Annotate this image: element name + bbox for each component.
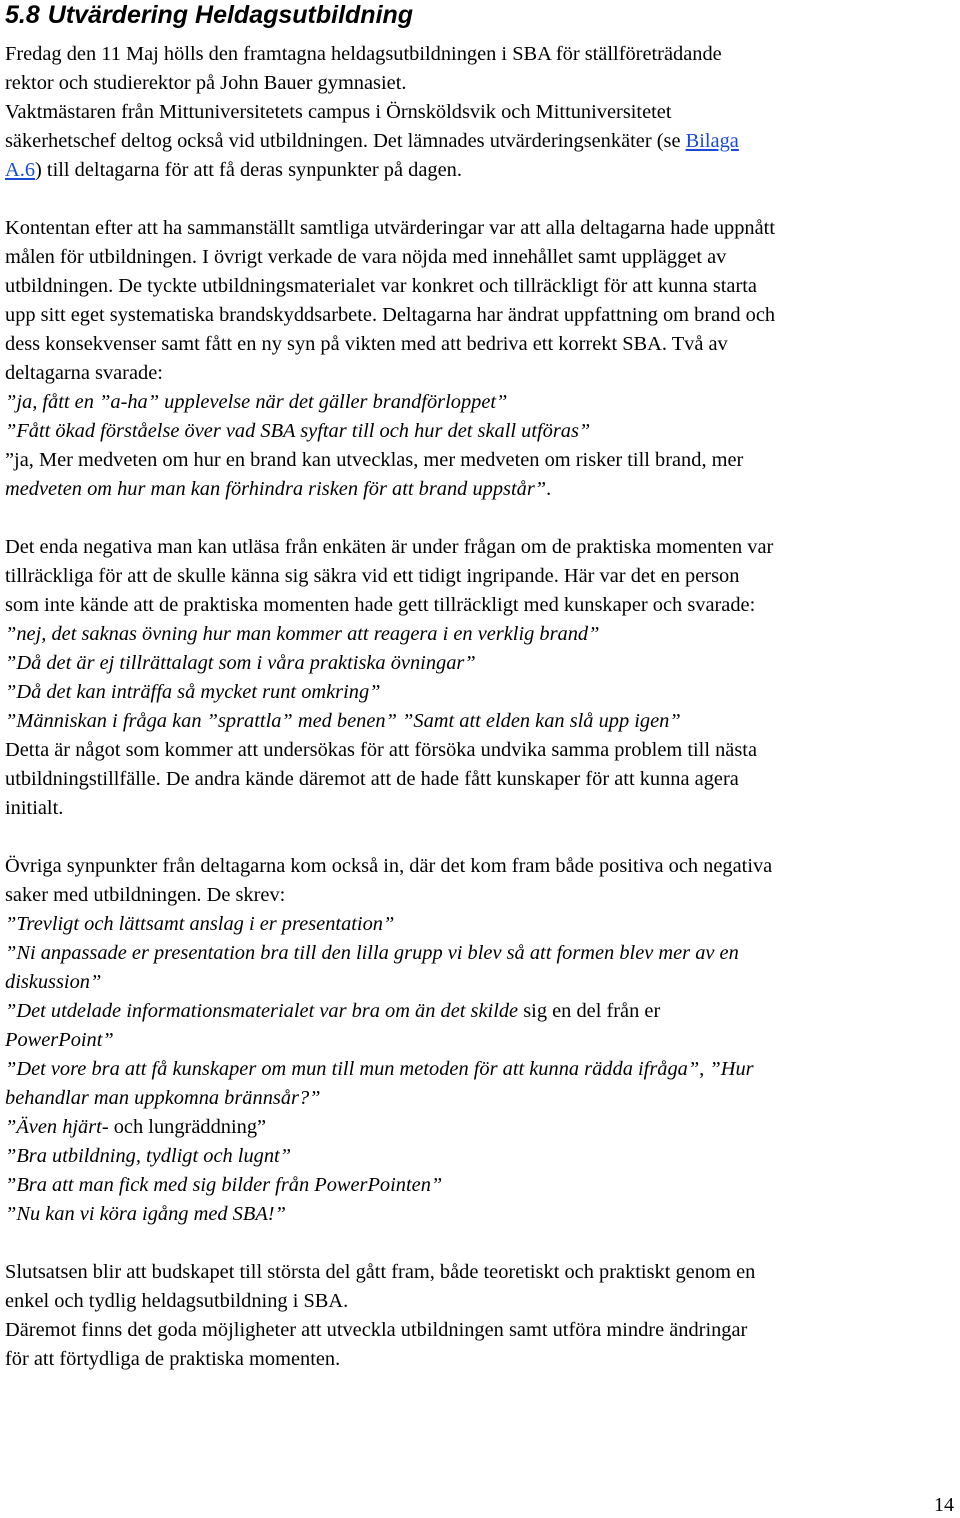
text-span: . xyxy=(546,478,552,500)
section-heading xyxy=(5,0,413,30)
text-line: saker med utbildningen. De skrev: xyxy=(5,884,286,906)
text-line: dess konsekvenser samt fått en ny syn på vikten med att bedriva ett korrekt SBA. Två av xyxy=(5,333,728,355)
text-line: utbildningstillfälle. De andra kände däremot att de hade fått kunskaper för att kunna agera xyxy=(5,768,739,790)
text-line: målen för utbildningen. I övrigt verkade de vara nöjda med innehållet samt upplägget av xyxy=(5,246,727,268)
quote-line: ”Det vore bra att få kunskaper om mun till mun metoden för att kunna rädda ifråga”, ”Hur xyxy=(5,1058,754,1080)
text-span: sig en del från er xyxy=(523,1000,661,1022)
quote-span: ”Även hjärt- xyxy=(5,1116,109,1138)
quote-line xyxy=(5,475,960,504)
text-line xyxy=(5,156,960,185)
text-span: ) till deltagarna för att få deras synpunkter på dagen. xyxy=(35,159,462,181)
quote-line: ”Då det kan inträffa så mycket runt omkring” xyxy=(5,681,381,703)
paragraph-gap xyxy=(5,504,960,533)
section-title: Utvärdering Heldagsutbildning xyxy=(47,1,414,29)
quote-line: ”Trevligt och lättsamt anslag i er presentation” xyxy=(5,913,395,935)
quote-span: medveten om hur man kan förhindra risken för att brand uppstår” xyxy=(5,478,547,500)
text-line: Det enda negativa man kan utläsa från enkäten är under frågan om de praktiska momenten var xyxy=(5,536,774,558)
section-body xyxy=(5,40,960,1374)
text-line: upp sitt eget systematiska brandskyddsarbete. Deltagarna har ändrat uppfattning om brand och xyxy=(5,304,776,326)
text-line: utbildningen. De tyckte utbildningsmaterialet var konkret och tillräckligt för att kunna starta xyxy=(5,275,757,297)
paragraph-gap xyxy=(5,185,960,214)
quote-line: behandlar man uppkomna brännsår?” xyxy=(5,1087,321,1109)
quote-line: diskussion” xyxy=(5,971,102,993)
text-line: rektor och studierektor på John Bauer gymnasiet. xyxy=(5,72,407,94)
bilaga-link[interactable]: Bilaga xyxy=(685,130,739,152)
quote-line: ”Fått ökad förståelse över vad SBA syftar till och hur det skall utföras” xyxy=(5,420,591,442)
quote-line: ”Ni anpassade er presentation bra till den lilla grupp vi blev så att formen blev mer av en xyxy=(5,942,739,964)
bilaga-link-number[interactable]: A.6 xyxy=(5,159,36,181)
paragraph-gap xyxy=(5,823,960,852)
section-number: 5.8 xyxy=(5,1,40,29)
text-line: Fredag den 11 Maj hölls den framtagna heldagsutbildningen i SBA för ställföreträdande xyxy=(5,43,722,65)
quote-line: ”Nu kan vi köra igång med SBA!” xyxy=(5,1203,286,1225)
text-line: deltagarna svarade: xyxy=(5,362,163,384)
text-line: enkel och tydlig heldagsutbildning i SBA. xyxy=(5,1290,349,1312)
quote-line: ”Människan i fråga kan ”sprattla” med benen” ”Samt att elden kan slå upp igen” xyxy=(5,710,681,732)
page-number: 14 xyxy=(934,1494,954,1516)
quote-line xyxy=(5,997,960,1026)
quote-line: ”Bra att man fick med sig bilder från PowerPointen” xyxy=(5,1174,443,1196)
paragraph-gap xyxy=(5,1229,960,1258)
quote-line: ”Bra utbildning, tydligt och lugnt” xyxy=(5,1145,292,1167)
text-line: Detta är något som kommer att undersökas för att försöka undvika samma problem till nästa xyxy=(5,739,757,761)
text-line: Kontentan efter att ha sammanställt samtliga utvärderingar var att alla deltagarna hade uppnått xyxy=(5,217,776,239)
quote-line: ”nej, det saknas övning hur man kommer att reagera i en verklig brand” xyxy=(5,623,600,645)
text-line: Övriga synpunkter från deltagarna kom också in, där det kom fram både positiva och negativa xyxy=(5,855,773,877)
quote-span: ”Det utdelade informationsmaterialet var bra om än det skilde xyxy=(5,1000,524,1022)
text-span: och lungräddning” xyxy=(108,1116,267,1138)
text-line xyxy=(5,127,960,156)
text-span: säkerhetschef deltog också vid utbildningen. Det lämnades utvärderingsenkäter (se xyxy=(5,130,686,152)
text-line: som inte kände att de praktiska momenten hade gett tillräckligt med kunskaper och svarade: xyxy=(5,594,756,616)
quote-line: ”Då det är ej tillrättalagt som i våra praktiska övningar” xyxy=(5,652,476,674)
text-line: tillräckliga för att de skulle känna sig säkra vid ett tidigt ingripande. Här var det en person xyxy=(5,565,740,587)
quote-line: ”ja, Mer medveten om hur en brand kan utvecklas, mer medveten om risker till brand, mer xyxy=(5,449,744,471)
text-line: Däremot finns det goda möjligheter att utveckla utbildningen samt utföra mindre ändringar xyxy=(5,1319,748,1341)
quote-line: PowerPoint” xyxy=(5,1029,114,1051)
text-line: Vaktmästaren från Mittuniversitetets campus i Örnsköldsvik och Mittuniversitetet xyxy=(5,101,672,123)
quote-line xyxy=(5,1113,960,1142)
text-line: Slutsatsen blir att budskapet till största del gått fram, både teoretiskt och praktiskt genom en xyxy=(5,1261,756,1283)
text-line: initialt. xyxy=(5,797,64,819)
quote-line: ”ja, fått en ”a-ha” upplevelse när det gäller brandförloppet” xyxy=(5,391,508,413)
text-line: för att förtydliga de praktiska momenten. xyxy=(5,1348,341,1370)
